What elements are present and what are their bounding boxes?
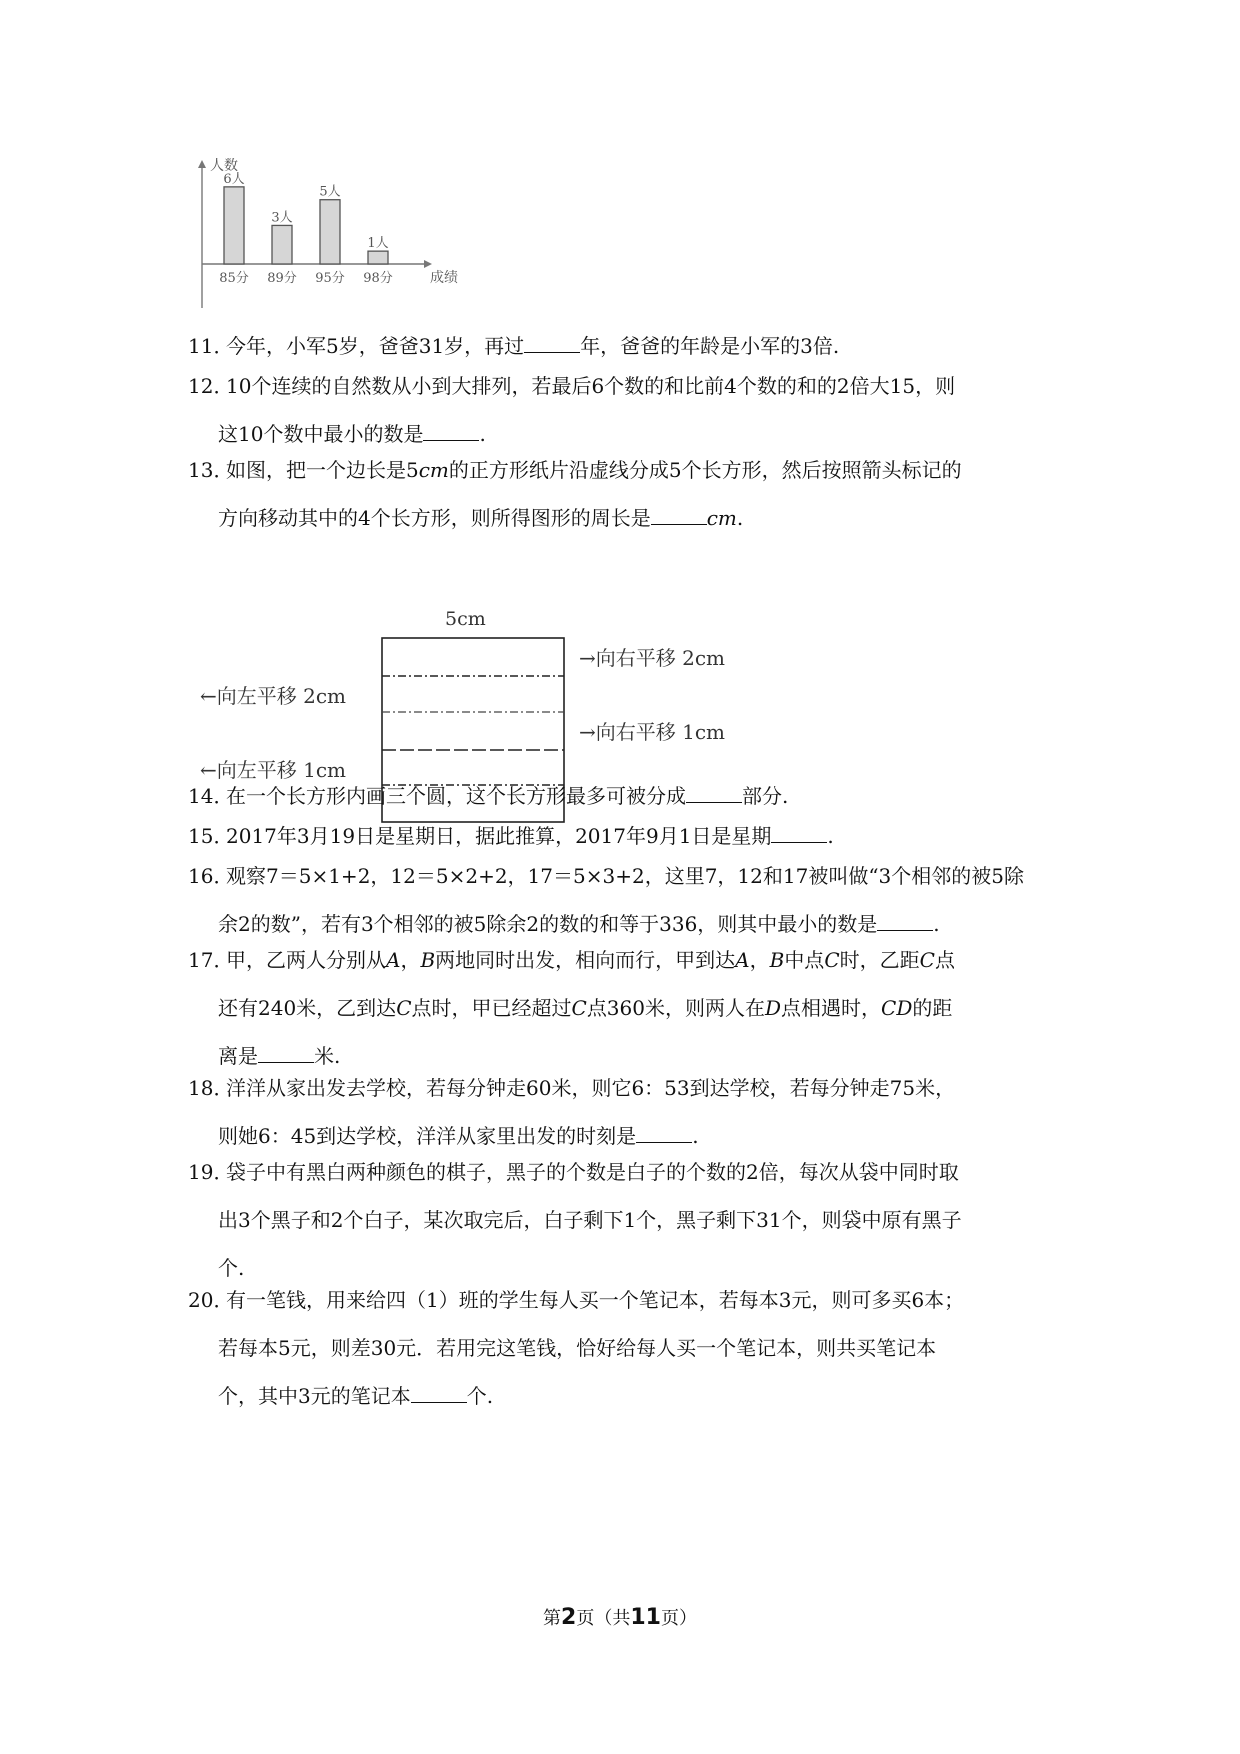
point-label: B xyxy=(420,948,436,972)
footer-text: 第 xyxy=(543,1608,562,1629)
question-text: 方向移动其中的4个长方形，则所得图形的周长是 xyxy=(218,506,651,530)
question-number: 17． xyxy=(188,948,234,972)
question-text-segment: ， xyxy=(400,948,421,972)
answer-blank[interactable] xyxy=(258,1044,314,1063)
question-16 xyxy=(188,852,1058,948)
question-text: 今年，小军5岁，爸爸31岁，再过 xyxy=(226,334,525,358)
question-12 xyxy=(188,362,1058,458)
question-text: 袋子中有黑白两种颜色的棋子，黑子的个数是白子的个数的2倍，每次从袋中同时取 xyxy=(226,1160,959,1184)
question-number: 11． xyxy=(188,334,234,358)
question-text: 的正方形纸片沿虚线分成5个长方形，然后按照箭头标记的 xyxy=(448,458,962,482)
question-text-segment: 两地同时出发，相向而行，甲到达 xyxy=(435,948,736,972)
question-text: 个. xyxy=(218,1256,245,1280)
category-label: 85分 xyxy=(219,271,249,286)
total-pages: 11 xyxy=(630,1605,661,1630)
answer-blank[interactable] xyxy=(423,422,479,441)
answer-blank[interactable] xyxy=(524,334,580,353)
point-label: D xyxy=(765,996,782,1020)
move-left-1cm-label: ←向左平移 1cm xyxy=(200,758,347,782)
side-length-label: 5cm xyxy=(445,608,486,630)
question-18 xyxy=(188,1064,1058,1160)
question-number: 20． xyxy=(188,1288,234,1312)
y-axis-arrow xyxy=(198,160,206,168)
category-label: 98分 xyxy=(363,271,393,286)
question-number: 14． xyxy=(188,784,234,808)
question-text: 个，其中3元的笔记本 xyxy=(218,1384,411,1408)
question-number: 19． xyxy=(188,1160,234,1184)
x-axis-label: 成绩 xyxy=(430,270,458,286)
question-text-segment: 点时，甲已经超过 xyxy=(411,996,572,1020)
move-right-2cm-label: →向右平移 2cm xyxy=(579,646,726,670)
question-number: 16． xyxy=(188,864,234,888)
point-label: C xyxy=(824,948,840,972)
question-text: 离是 xyxy=(218,1044,258,1068)
x-axis-arrow xyxy=(424,260,432,268)
data-label: 1人 xyxy=(367,236,389,252)
question-text-segment: 点 xyxy=(934,948,955,972)
data-label: 5人 xyxy=(319,184,341,200)
bar-chart-svg xyxy=(190,158,490,318)
question-text: . xyxy=(736,506,744,530)
question-text-segment: ， xyxy=(749,948,770,972)
question-text: 若每本5元，则差30元．若用完这笔钱，恰好给每人买一个笔记本，则共买笔记本 xyxy=(218,1336,937,1360)
unit-text: cm xyxy=(418,458,449,482)
question-number: 12． xyxy=(188,374,234,398)
point-label: C xyxy=(919,948,935,972)
question-text: . xyxy=(479,422,486,446)
data-label: 6人 xyxy=(223,171,245,187)
question-text: 2017年3月19日是星期日，据此推算，2017年9月1日是星期 xyxy=(226,824,772,848)
question-text-segment: 时，乙距 xyxy=(839,948,920,972)
point-label: C xyxy=(396,996,412,1020)
bars-group xyxy=(219,172,393,286)
question-text-segment: 甲，乙两人分别从 xyxy=(226,948,386,972)
answer-blank[interactable] xyxy=(651,506,707,525)
question-text: 在一个长方形内画三个圆，这个长方形最多可被分成 xyxy=(226,784,686,808)
question-text-segment: 点360米，则两人在 xyxy=(586,996,765,1020)
point-label: CD xyxy=(881,996,913,1020)
point-label: C xyxy=(571,996,587,1020)
question-text: 这10个数中最小的数是 xyxy=(218,422,424,446)
question-text: 10个连续的自然数从小到大排列，若最后6个数的和比前4个数的和的2倍大15，则 xyxy=(226,374,956,398)
question-text: 米. xyxy=(314,1044,341,1068)
question-19 xyxy=(188,1148,1058,1292)
question-text: 年，爸爸的年龄是小军的3倍. xyxy=(580,334,840,358)
question-17 xyxy=(188,936,1058,1080)
question-text: 如图，把一个边长是5 xyxy=(226,458,419,482)
move-left-2cm-label: ←向左平移 2cm xyxy=(200,684,347,708)
question-number: 15． xyxy=(188,824,234,848)
bar xyxy=(224,187,244,264)
question-text xyxy=(226,948,955,972)
answer-blank[interactable] xyxy=(686,784,742,803)
answer-blank[interactable] xyxy=(636,1124,692,1143)
question-13 xyxy=(188,446,1058,542)
question-text-segment: 的距 xyxy=(912,996,953,1020)
data-label: 3人 xyxy=(271,210,293,226)
question-text-segment: 中点 xyxy=(784,948,825,972)
question-text: 有一笔钱，用来给四（1）班的学生每人买一个笔记本，若每本3元，则可多买6本； xyxy=(226,1288,965,1312)
answer-blank[interactable] xyxy=(877,912,933,931)
answer-blank[interactable] xyxy=(411,1384,467,1403)
question-text: 洋洋从家出发去学校，若每分钟走60米，则它6：53到达学校，若每分钟走75米， xyxy=(226,1076,956,1100)
bar xyxy=(320,200,340,264)
unit-text: cm xyxy=(706,506,737,530)
question-text: . xyxy=(692,1124,699,1148)
question-20 xyxy=(188,1276,1058,1420)
footer-text: 页（共 xyxy=(576,1608,631,1629)
answer-blank[interactable] xyxy=(771,824,827,843)
score-bar-chart xyxy=(190,158,490,318)
question-text: 个. xyxy=(466,1384,494,1408)
footer-text: 页） xyxy=(660,1608,697,1629)
question-text-segment: 还有240米，乙到达 xyxy=(218,996,397,1020)
question-number: 18． xyxy=(188,1076,234,1100)
question-number: 13． xyxy=(188,458,234,482)
question-text xyxy=(218,996,952,1020)
question-text: 出3个黑子和2个白子，某次取完后，白子剩下1个，黑子剩下31个，则袋中原有黑子 xyxy=(218,1208,962,1232)
question-text: . xyxy=(933,912,940,936)
move-right-1cm-label: →向右平移 1cm xyxy=(579,720,726,744)
question-text-segment: 点相遇时， xyxy=(781,996,882,1020)
question-text: 部分. xyxy=(742,784,789,808)
question-text: 观察7＝5×1+2，12＝5×2+2，17＝5×3+2，这里7，12和17被叫做“3个相邻的被5除 xyxy=(226,864,1024,888)
page-number: 2 xyxy=(561,1605,577,1630)
bar xyxy=(368,251,388,264)
point-label: A xyxy=(386,948,401,972)
category-label: 95分 xyxy=(315,271,345,286)
question-text: . xyxy=(827,824,834,848)
question-text: 余2的数”，若有3个相邻的被5除余2的数的和等于336，则其中最小的数是 xyxy=(218,912,878,936)
point-label: A xyxy=(735,948,750,972)
y-axis-label: 人数 xyxy=(210,158,238,174)
bar xyxy=(272,225,292,264)
category-label: 89分 xyxy=(267,271,297,286)
page-footer xyxy=(0,1604,1240,1630)
question-text: 则她6：45到达学校，洋洋从家里出发的时刻是 xyxy=(218,1124,637,1148)
point-label: B xyxy=(769,948,785,972)
